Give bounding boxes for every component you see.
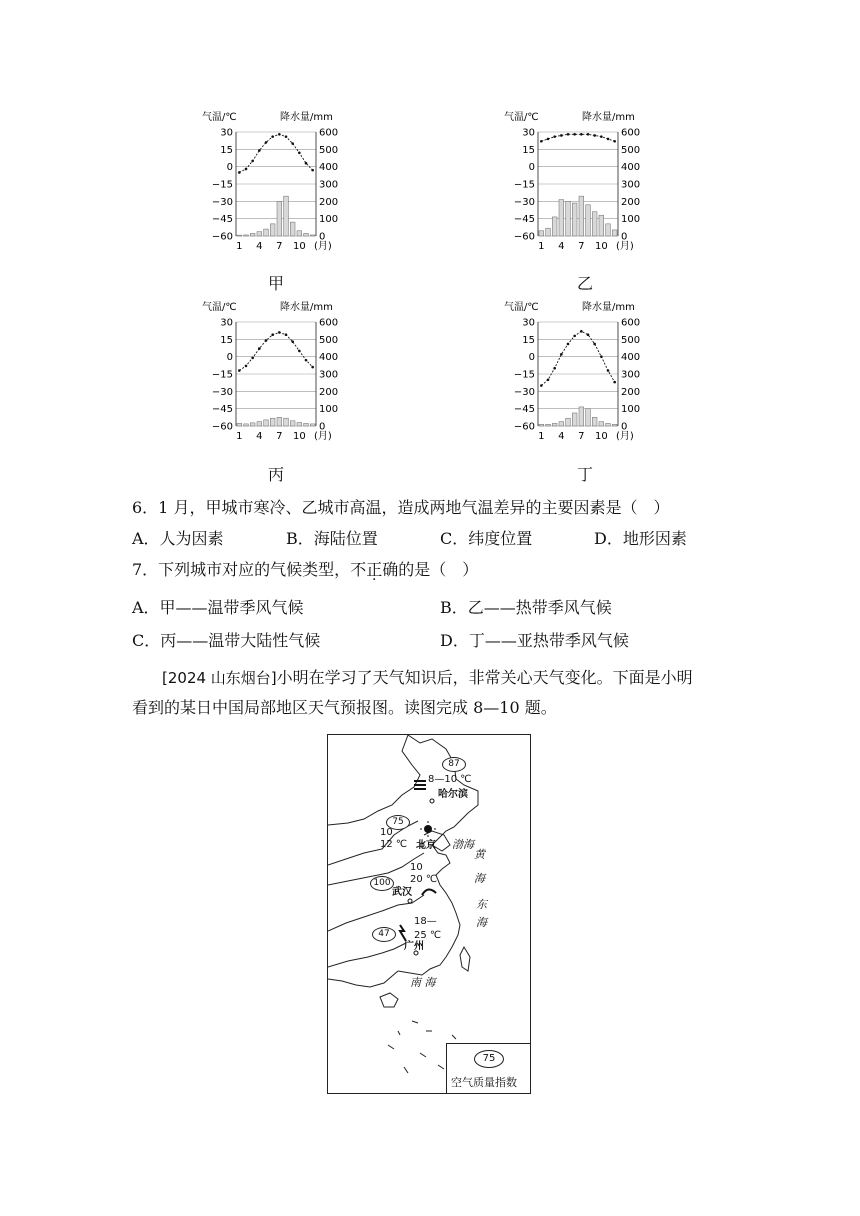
left-axis-label: 气温/℃ <box>504 112 539 123</box>
temp-tick-label: −30 <box>513 196 535 208</box>
month-unit-label: (月) <box>314 241 332 252</box>
temp-point <box>258 149 261 152</box>
precip-bar <box>244 235 249 236</box>
temp-tick-label: 15 <box>522 144 535 156</box>
precip-bar <box>546 424 551 426</box>
aqi-guangzhou: 47 <box>372 927 396 942</box>
precip-bar <box>592 212 597 236</box>
temp-tick-label: 30 <box>522 317 535 329</box>
temp-point <box>567 133 570 136</box>
precip-bar <box>297 423 302 426</box>
temp-point <box>580 330 583 333</box>
temp-point <box>311 366 314 369</box>
month-tick-label: 7 <box>578 431 585 442</box>
precip-tick-label: 600 <box>319 127 339 139</box>
q7-option-d[interactable]: D．丁——亚热带季风气候 <box>440 631 629 650</box>
temp-tick-label: −45 <box>513 404 535 416</box>
temp-point <box>311 169 314 172</box>
precip-tick-label: 100 <box>621 404 641 416</box>
precip-tick-label: 200 <box>621 196 641 208</box>
temp-tick-label: 15 <box>220 334 233 346</box>
passage-source: [2024 山东烟台] <box>162 669 277 687</box>
temp-point <box>567 343 570 346</box>
temp-point <box>553 135 556 138</box>
precip-bar <box>606 423 611 426</box>
temp-point <box>593 343 596 346</box>
precip-bar <box>572 413 577 426</box>
temp-tick-label: 0 <box>528 162 535 174</box>
temp-point <box>600 135 603 138</box>
chart-caption-yi: 乙 <box>576 274 593 293</box>
climate-chart-bing <box>198 296 378 476</box>
precip-bar <box>539 424 544 426</box>
temp-tick-label: 0 <box>226 352 233 364</box>
climate-chart-svg <box>500 296 680 476</box>
precip-bar <box>257 232 262 236</box>
month-tick-label: 4 <box>558 241 565 252</box>
aqi-wuhan: 100 <box>370 876 394 891</box>
temp-point <box>265 339 268 342</box>
temp-point <box>271 333 274 336</box>
temp-point <box>305 359 308 362</box>
temp-tick-label: 30 <box>522 127 535 139</box>
sea-huang-2: 海 <box>474 872 485 885</box>
map-legend <box>446 1043 530 1093</box>
temp-point <box>265 141 268 144</box>
temp-tick-label: −15 <box>513 179 535 191</box>
precip-bar <box>572 203 577 236</box>
month-tick-label: 7 <box>276 241 283 252</box>
temp-point <box>298 152 301 155</box>
question-7-stem <box>132 562 478 578</box>
temp-point <box>298 350 301 353</box>
temp-point <box>607 138 610 141</box>
precip-tick-label: 0 <box>319 231 326 243</box>
climate-chart-jia <box>198 106 378 286</box>
temp-wuhan-low: 10 <box>410 862 423 873</box>
q7-stem-before: 7．下列城市对应的气候类型， <box>132 560 351 579</box>
precip-bar <box>612 230 617 236</box>
passage-text-1: 小明在学习了天气知识后，非常关心天气变化。下面是小明 <box>276 668 693 687</box>
month-tick-label: 4 <box>256 431 263 442</box>
climate-chart-ding <box>500 296 680 476</box>
temp-point <box>593 134 596 137</box>
precip-bar <box>592 417 597 426</box>
q7-option-a[interactable]: A．甲——温带季风气候 <box>132 598 304 617</box>
temp-point <box>251 357 254 360</box>
month-unit-label: (月) <box>616 241 634 252</box>
climate-chart-svg <box>198 296 378 476</box>
precip-bar <box>270 418 275 426</box>
precip-bar <box>599 215 604 236</box>
precip-bar <box>552 423 557 426</box>
map-outline <box>328 735 530 1093</box>
temp-point <box>613 381 616 384</box>
precip-tick-label: 0 <box>621 231 628 243</box>
temp-point <box>278 133 281 136</box>
precip-bar <box>586 205 591 236</box>
month-tick-label: 1 <box>538 431 545 442</box>
climate-chart-yi <box>500 106 680 286</box>
temp-point <box>238 171 241 174</box>
temp-point <box>245 365 248 368</box>
precip-bar <box>284 418 289 426</box>
precip-bar <box>304 423 309 426</box>
precip-tick-label: 100 <box>621 214 641 226</box>
chart-caption-bing: 丙 <box>267 465 284 484</box>
precip-bar <box>310 235 315 236</box>
precip-bar <box>297 231 302 236</box>
sea-dong: 东 <box>476 898 487 911</box>
climate-chart-svg <box>500 106 680 286</box>
month-tick-label: 1 <box>538 241 545 252</box>
temp-tick-label: −30 <box>513 386 535 398</box>
temp-tick-label: −60 <box>513 231 535 243</box>
precip-tick-label: 200 <box>319 196 339 208</box>
q6-option-b[interactable]: B．海陆位置 <box>286 529 378 548</box>
city-harbin: 哈尔滨 <box>438 789 468 800</box>
aqi-harbin: 87 <box>442 757 466 772</box>
temp-tick-label: −15 <box>211 369 233 381</box>
temp-point <box>573 335 576 338</box>
precip-bar <box>552 217 557 236</box>
precip-tick-label: 300 <box>319 179 339 191</box>
precip-bar <box>270 224 275 236</box>
precip-bar <box>290 421 295 426</box>
question-6-stem: 6．1 月，甲城市寒冷、乙城市高温，造成两地气温差异的主要因素是（ ） <box>132 498 670 517</box>
precip-tick-label: 400 <box>319 352 339 364</box>
temp-tick-label: −15 <box>211 179 233 191</box>
temp-point <box>547 378 550 381</box>
temp-line <box>541 134 614 141</box>
precip-tick-label: 500 <box>621 334 641 346</box>
q7-option-c[interactable]: C．丙——温带大陆性气候 <box>132 631 321 650</box>
precip-tick-label: 400 <box>621 352 641 364</box>
precip-bar <box>606 224 611 236</box>
temp-beijing-high: 12 ℃ <box>380 839 408 850</box>
passage-line-2: 看到的某日中国局部地区天气预报图。读图完成 8—10 题。 <box>132 698 557 717</box>
precip-bar <box>244 424 249 426</box>
sea-huang: 黄 <box>474 848 485 861</box>
precip-tick-label: 200 <box>319 386 339 398</box>
precip-bar <box>250 423 255 426</box>
month-tick-label: 1 <box>236 431 243 442</box>
q6-option-c[interactable]: C．纬度位置 <box>440 529 533 548</box>
precip-bar <box>250 233 255 236</box>
month-tick-label: 7 <box>578 241 585 252</box>
precip-bar <box>257 422 262 426</box>
precip-bar <box>566 201 571 236</box>
city-beijing: 北京 <box>416 840 436 851</box>
precip-tick-label: 500 <box>319 144 339 156</box>
temp-point <box>271 135 274 138</box>
temp-point <box>291 340 294 343</box>
precip-bar <box>586 409 591 426</box>
month-tick-label: 10 <box>594 431 608 442</box>
temp-point <box>305 162 308 165</box>
month-unit-label: (月) <box>314 431 332 442</box>
precip-bar <box>290 222 295 236</box>
city-wuhan: 武汉 <box>392 887 412 898</box>
temp-point <box>251 160 254 163</box>
q7-stem-after: 的是（ ） <box>398 560 479 579</box>
right-axis-label: 降水量/mm <box>280 112 333 123</box>
precip-bar <box>304 233 309 236</box>
climate-chart-svg <box>198 106 378 286</box>
precip-bar <box>559 200 564 236</box>
precip-tick-label: 300 <box>621 179 641 191</box>
q7-stem-emphasis: 不正确 <box>350 560 399 579</box>
precip-bar <box>559 422 564 426</box>
temp-point <box>291 142 294 145</box>
precip-bar <box>539 231 544 236</box>
precip-tick-label: 600 <box>621 317 641 329</box>
weather-forecast-map <box>327 734 531 1094</box>
month-unit-label: (月) <box>616 431 634 442</box>
right-axis-label: 降水量/mm <box>582 302 635 313</box>
right-axis-label: 降水量/mm <box>582 112 635 123</box>
precip-bar <box>579 407 584 426</box>
temp-tick-label: −30 <box>211 386 233 398</box>
temp-point <box>258 347 261 350</box>
temp-point <box>278 331 281 334</box>
sea-nan: 南 海 <box>410 976 436 989</box>
precip-bar <box>264 420 269 426</box>
temp-tick-label: −15 <box>513 369 535 381</box>
temp-point <box>285 333 288 336</box>
precip-tick-label: 500 <box>319 334 339 346</box>
sea-bohai: 渤海 <box>452 838 474 851</box>
month-tick-label: 10 <box>594 241 608 252</box>
temp-harbin: 8—10 ℃ <box>428 774 472 785</box>
temp-tick-label: −30 <box>211 196 233 208</box>
precip-tick-label: 100 <box>319 404 339 416</box>
month-tick-label: 10 <box>292 241 306 252</box>
q6-option-a[interactable]: A．人为因素 <box>132 529 224 548</box>
legend-label: 空气质量指数 <box>451 1076 517 1089</box>
temp-tick-label: 30 <box>220 317 233 329</box>
temp-guangzhou-low: 18— <box>414 916 437 927</box>
temp-point <box>540 384 543 387</box>
temp-point <box>553 367 556 370</box>
aqi-beijing: 75 <box>386 815 410 830</box>
precip-bar <box>264 229 269 236</box>
right-axis-label: 降水量/mm <box>280 302 333 313</box>
month-tick-label: 10 <box>292 431 306 442</box>
temp-tick-label: 0 <box>226 162 233 174</box>
chart-caption-jia: 甲 <box>267 274 284 293</box>
precip-bar <box>284 196 289 236</box>
precip-tick-label: 200 <box>621 386 641 398</box>
temp-tick-label: −60 <box>211 421 233 433</box>
temp-line <box>239 332 312 370</box>
precip-tick-label: 300 <box>621 369 641 381</box>
precip-bar <box>599 422 604 426</box>
temp-beijing-low: 10 <box>380 827 393 838</box>
legend-aqi-sample: 75 <box>474 1050 504 1068</box>
precip-tick-label: 500 <box>621 144 641 156</box>
temp-tick-label: −45 <box>211 214 233 226</box>
precip-tick-label: 600 <box>319 317 339 329</box>
month-tick-label: 4 <box>558 431 565 442</box>
sea-dong-2: 海 <box>476 916 487 929</box>
temp-tick-label: 0 <box>528 352 535 364</box>
temp-point <box>607 369 610 372</box>
temp-point <box>587 333 590 336</box>
q6-option-d[interactable]: D．地形因素 <box>594 529 687 548</box>
precip-tick-label: 100 <box>319 214 339 226</box>
temp-point <box>285 135 288 138</box>
temp-tick-label: −45 <box>513 214 535 226</box>
temp-tick-label: −60 <box>211 231 233 243</box>
precip-bar <box>277 201 282 236</box>
temp-tick-label: 15 <box>220 144 233 156</box>
precip-tick-label: 600 <box>621 127 641 139</box>
precip-tick-label: 300 <box>319 369 339 381</box>
precip-tick-label: 0 <box>621 421 628 433</box>
temp-tick-label: 15 <box>522 334 535 346</box>
temp-point <box>245 168 248 171</box>
temp-wuhan-high: 20 ℃ <box>410 874 438 885</box>
q7-option-b[interactable]: B．乙——热带季风气候 <box>440 598 612 617</box>
passage-line-1 <box>162 670 693 686</box>
temp-point <box>580 133 583 136</box>
precip-bar <box>612 424 617 426</box>
precip-bar <box>237 235 242 236</box>
left-axis-label: 气温/℃ <box>202 302 237 313</box>
precip-bar <box>546 228 551 236</box>
precip-tick-label: 400 <box>621 162 641 174</box>
precip-bar <box>566 418 571 426</box>
temp-guangzhou-high: 25 ℃ <box>414 930 442 941</box>
temp-point <box>560 134 563 137</box>
precip-tick-label: 400 <box>319 162 339 174</box>
temp-point <box>613 140 616 143</box>
precip-bar <box>579 196 584 236</box>
month-tick-label: 4 <box>256 241 263 252</box>
temp-tick-label: 30 <box>220 127 233 139</box>
precip-bar <box>277 417 282 426</box>
left-axis-label: 气温/℃ <box>504 302 539 313</box>
left-axis-label: 气温/℃ <box>202 112 237 123</box>
precip-bar <box>310 424 315 426</box>
month-tick-label: 1 <box>236 241 243 252</box>
temp-tick-label: −60 <box>513 421 535 433</box>
temp-point <box>540 140 543 143</box>
precip-bar <box>237 423 242 426</box>
chart-caption-ding: 丁 <box>576 465 593 484</box>
month-tick-label: 7 <box>276 431 283 442</box>
temp-point <box>560 353 563 356</box>
city-guangzhou: 广州 <box>404 941 424 952</box>
temp-point <box>573 133 576 136</box>
temp-tick-label: −45 <box>211 404 233 416</box>
temp-point <box>547 138 550 141</box>
temp-point <box>587 133 590 136</box>
precip-tick-label: 0 <box>319 421 326 433</box>
temp-point <box>600 355 603 358</box>
temp-point <box>238 369 241 372</box>
